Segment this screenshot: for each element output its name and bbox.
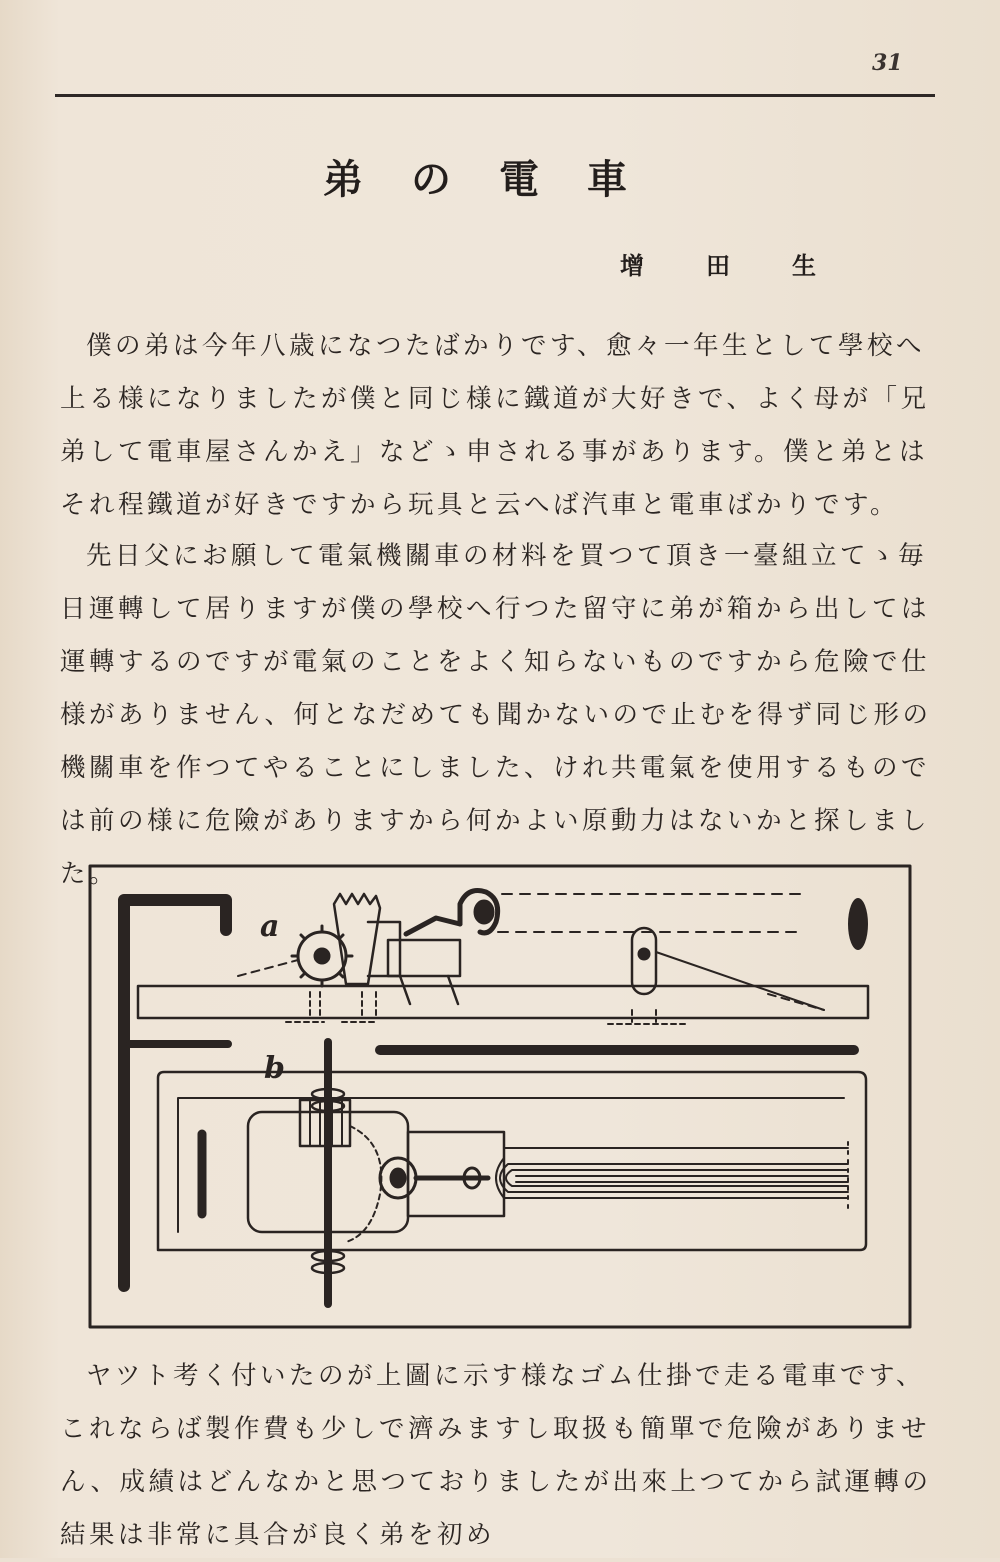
figure-label-a: a — [260, 909, 280, 944]
figure-label-b: b — [264, 1051, 285, 1086]
page-number: 31 — [872, 50, 903, 76]
paragraph-1-text: 僕の弟は今年八歳になつたばかりです、愈々一年生として學校へ上る様になりましたが僕と同じ様に鐵道が大好きで、よく母が「兄弟して電車屋さんかえ」などゝ申される事があります。僕と弟とはそれ程鐵道が好きですから玩具と云へば汽車と電車ばかりです。 — [60, 331, 930, 520]
header-rule — [55, 94, 935, 97]
author-byline: 增田生 — [620, 251, 878, 280]
rail-upper — [138, 986, 868, 1018]
paragraph-2-text: 先日父にお願して電氣機關車の材料を買つて頂き一臺組立てゝ毎日運轉して居りますが僕の學校へ行つた留守に弟が箱から出しては運轉するのですが電氣のことをよく知らないものですから危險で仕様がありません、何となだめても聞かないので止むを得ず同じ形の機關車を作つてやることにしました、けれ共電氣を使用するものでは前の様に危險がありますから何かよい原動力はないかと探しました。 — [60, 541, 932, 889]
rubber-band-train-diagram — [88, 864, 912, 1329]
pulley-icon — [632, 928, 656, 994]
left-bracket — [124, 900, 226, 1286]
article-title: 弟の電車 — [323, 156, 675, 203]
paragraph-2 — [60, 530, 940, 901]
rubber-band-bundle — [496, 1148, 848, 1198]
paragraph-1 — [60, 320, 940, 532]
paragraph-3 — [60, 1350, 940, 1562]
paragraph-3-text: ヤツト考く付いたのが上圖に示す様なゴム仕掛で走る電車です、これならば製作費も少しで濟みますし取扱も簡單で危險がありません、成績はどんなかと思つておりましたが出來上つてから試運轉の結果は非常に具合が良く弟を初め — [60, 1361, 932, 1550]
figure-frame — [90, 866, 910, 1327]
